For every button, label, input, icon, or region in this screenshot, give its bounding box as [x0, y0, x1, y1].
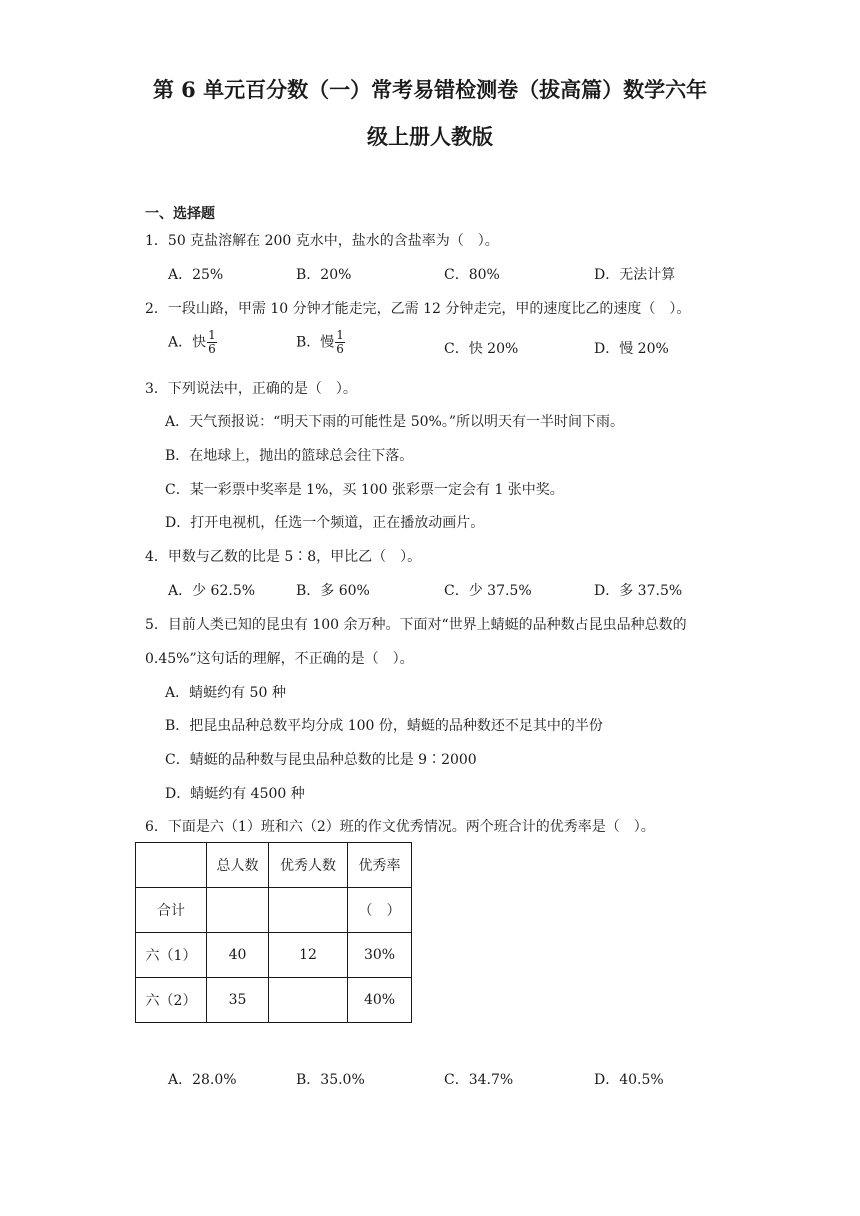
excellence-rate-table	[135, 842, 412, 1023]
question-3-option-a[interactable]: A．天气预报说：“明天下雨的可能性是 50%。”所以明天有一半时间下雨。	[165, 414, 624, 430]
table-row	[136, 978, 412, 1023]
title-line-2: 级上册人教版	[367, 124, 493, 149]
table-row	[136, 933, 412, 978]
option-a-prefix: A．快	[168, 334, 207, 351]
question-1-option-b[interactable]: B．20%	[296, 267, 352, 283]
table-cell: 六（1）	[136, 933, 207, 978]
table-row	[136, 888, 412, 933]
question-4-option-d[interactable]: D．多 37.5%	[594, 583, 683, 599]
question-3-option-c[interactable]: C．某一彩票中奖率是 1%，买 100 张彩票一定会有 1 张中奖。	[165, 482, 564, 498]
table-cell	[269, 888, 348, 933]
question-5-option-a[interactable]: A．蜻蜓约有 50 种	[165, 685, 286, 701]
question-5-text-line-2: 0.45%”这句话的理解，不正确的是（ ）。	[145, 651, 414, 667]
question-3-text: 3．下列说法中，正确的是（ ）。	[145, 381, 357, 397]
question-6-option-b[interactable]: B．35.0%	[296, 1072, 365, 1088]
question-1-text: 1．50 克盐溶解在 200 克水中，盐水的含盐率为（ ）。	[145, 233, 499, 249]
question-1-option-a[interactable]: A．25%	[168, 267, 224, 283]
question-2-option-c[interactable]: C．快 20%	[444, 341, 519, 357]
fraction-numerator: 1	[336, 328, 344, 342]
question-1-option-c[interactable]: C．80%	[444, 267, 500, 283]
question-6-option-d[interactable]: D．40.5%	[594, 1072, 664, 1088]
table-cell: 40%	[348, 978, 412, 1023]
table-header-cell: 总人数	[207, 843, 269, 888]
table-cell: 40	[207, 933, 269, 978]
fraction	[207, 329, 217, 356]
question-4-option-a[interactable]: A．少 62.5%	[168, 583, 256, 599]
question-5-text-line-1: 5．目前人类已知的昆虫有 100 余万种。下面对“世界上蜻蜓的品种数占昆虫品种总数的	[145, 617, 687, 633]
table-cell	[207, 888, 269, 933]
title-line-1: 第 6 单元百分数（一）常考易错检测卷（拔高篇）数学六年	[152, 77, 708, 102]
question-5-option-c[interactable]: C．蜻蜓的品种数与昆虫品种总数的比是 9∶2000	[165, 752, 477, 768]
fraction	[335, 329, 345, 356]
question-6-option-a[interactable]: A．28.0%	[168, 1072, 237, 1088]
table-header-cell	[136, 843, 207, 888]
question-6-option-c[interactable]: C．34.7%	[444, 1072, 514, 1088]
table-cell: 30%	[348, 933, 412, 978]
question-2-option-b[interactable]	[296, 329, 345, 356]
question-5-option-d[interactable]: D．蜻蜓约有 4500 种	[165, 786, 305, 802]
table-cell: 12	[269, 933, 348, 978]
fraction-denominator: 6	[208, 342, 216, 356]
table-cell: 六（2）	[136, 978, 207, 1023]
question-4-option-c[interactable]: C．少 37.5%	[444, 583, 532, 599]
option-b-prefix: B．慢	[296, 334, 335, 351]
question-5-option-b[interactable]: B．把昆虫品种总数平均分成 100 份，蜻蜓的品种数还不足其中的半份	[165, 718, 603, 734]
question-6-text: 6．下面是六（1）班和六（2）班的作文优秀情况。两个班合计的优秀率是（ ）。	[145, 819, 655, 835]
fraction-denominator: 6	[336, 342, 344, 356]
table-header-row	[136, 843, 412, 888]
question-4-text: 4．甲数与乙数的比是 5∶8，甲比乙（ ）。	[145, 549, 422, 565]
question-4-option-b[interactable]: B．多 60%	[296, 583, 370, 599]
table-cell: 35	[207, 978, 269, 1023]
question-2-option-a[interactable]	[168, 329, 217, 356]
table-cell: 合计	[136, 888, 207, 933]
section-heading: 一、选择题	[145, 206, 215, 222]
question-3-option-d[interactable]: D．打开电视机，任选一个频道，正在播放动画片。	[165, 515, 485, 531]
table-cell	[269, 978, 348, 1023]
table-header-cell: 优秀率	[348, 843, 412, 888]
question-1-option-d[interactable]: D．无法计算	[594, 267, 676, 283]
fraction-numerator: 1	[208, 328, 216, 342]
question-2-option-d[interactable]: D．慢 20%	[594, 341, 669, 357]
question-2-text: 2．一段山路，甲需 10 分钟才能走完，乙需 12 分钟走完，甲的速度比乙的速度（ ）。	[145, 301, 691, 317]
question-3-option-b[interactable]: B．在地球上，抛出的篮球总会往下落。	[165, 448, 414, 464]
table-header-cell: 优秀人数	[269, 843, 348, 888]
table-cell: （ ）	[348, 888, 412, 933]
